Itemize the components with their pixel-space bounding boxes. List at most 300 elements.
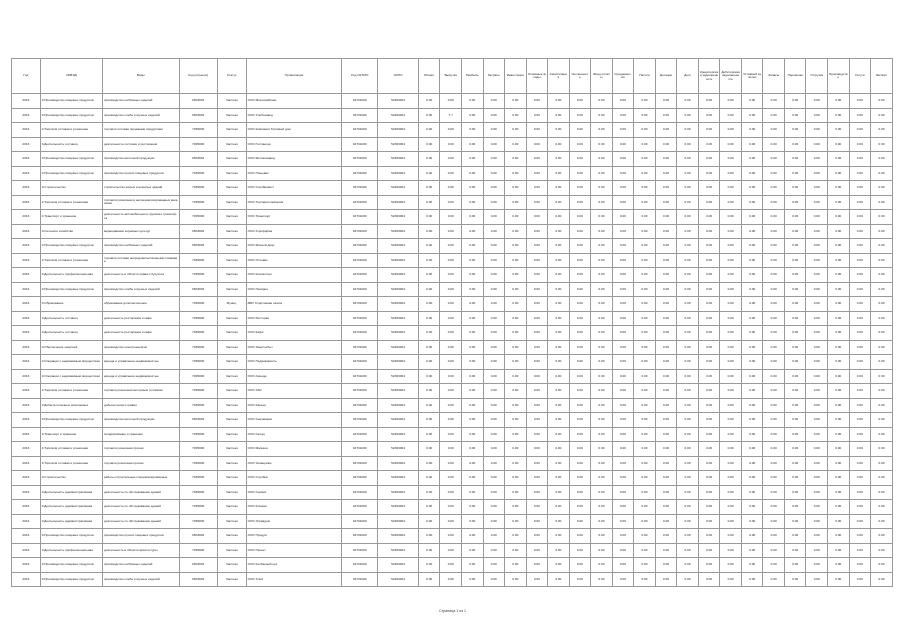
table-cell: 0.00	[440, 253, 462, 268]
table-cell: 0.00	[569, 108, 591, 123]
table-cell: 0.00	[505, 471, 527, 486]
table-cell: 52303004	[378, 442, 419, 457]
table-row	[12, 166, 893, 181]
table-cell: 0.00	[806, 195, 828, 210]
table-cell: 04701000	[342, 413, 378, 428]
table-cell: 0.00	[784, 297, 806, 312]
table-cell: 0.00	[634, 529, 656, 544]
table-cell: 0.00	[741, 485, 763, 500]
column-header: Долг	[677, 59, 699, 94]
table-cell: 0.00	[612, 456, 634, 471]
table-cell: 7035000	[179, 340, 217, 355]
table-row	[12, 413, 893, 428]
table-cell: 0.00	[612, 355, 634, 370]
table-cell: 0.00	[698, 123, 720, 138]
table-cell: 0.00	[483, 558, 505, 573]
table-cell: 0.00	[634, 297, 656, 312]
table-cell: 0.00	[677, 311, 699, 326]
table-cell: 0.00	[591, 326, 613, 341]
table-cell: 0.00	[483, 297, 505, 312]
table-cell: 0.00	[634, 514, 656, 529]
table-cell: 0.00	[655, 326, 677, 341]
table-cell: ООО Недвижимость	[246, 355, 342, 370]
table-cell: 0.00	[505, 311, 527, 326]
table-cell: 0.00	[763, 529, 785, 544]
table-cell: 0.00	[418, 210, 440, 225]
table-cell: 0.00	[806, 471, 828, 486]
table-cell: 0.00	[698, 297, 720, 312]
table-cell: 0.00	[806, 326, 828, 341]
table-cell: 0.00	[440, 398, 462, 413]
table-cell: 0.00	[677, 108, 699, 123]
table-cell: 0.Деятельность административная	[40, 485, 102, 500]
table-cell: 0.Операции с недвижимым имуществом	[40, 369, 102, 384]
table-cell: 0.00	[828, 485, 850, 500]
table-cell: 0.00	[698, 268, 720, 283]
table-cell: 0.00	[505, 195, 527, 210]
table-cell: 0.00	[655, 572, 677, 587]
table-cell: 7035000	[179, 166, 217, 181]
table-cell: 0.00	[526, 326, 548, 341]
column-header: Амортизация	[548, 59, 570, 94]
table-cell: 0.00	[763, 427, 785, 442]
table-cell: Частная	[217, 572, 246, 587]
table-cell: 0.00	[634, 485, 656, 500]
table-cell: 0.00	[591, 456, 613, 471]
table-cell: 52303004	[378, 398, 419, 413]
table-cell: 0.00	[591, 427, 613, 442]
table-cell: 52303004	[378, 427, 419, 442]
table-cell: 0.00	[483, 471, 505, 486]
table-row	[12, 224, 893, 239]
table-cell: производство электроэнергии	[102, 340, 179, 355]
table-cell: 0.00	[505, 224, 527, 239]
table-cell: 04701000	[342, 442, 378, 457]
table-cell: 0.00	[720, 427, 742, 442]
table-cell: 0.00	[569, 123, 591, 138]
table-cell: 0.00	[526, 123, 548, 138]
table-cell: 0.00	[440, 355, 462, 370]
table-cell: 0.00	[849, 268, 871, 283]
table-cell: 0.00	[483, 224, 505, 239]
table-cell: Частная	[217, 123, 246, 138]
table-cell: ООО Оптовик	[246, 253, 342, 268]
table-cell: 0.00	[741, 268, 763, 283]
table-cell: 7035000	[179, 268, 217, 283]
table-cell: ООО Клининг	[246, 500, 342, 515]
table-cell: 0.00	[720, 282, 742, 297]
column-header: Кредиторская задолженность	[698, 59, 720, 94]
table-cell: 0.00	[461, 166, 483, 181]
table-cell: 0.00	[634, 282, 656, 297]
table-cell: 0.00	[548, 442, 570, 457]
table-cell: 0.00	[505, 514, 527, 529]
table-cell: 0.00	[505, 355, 527, 370]
table-cell: 2016	[12, 311, 41, 326]
table-cell: 0.00	[461, 224, 483, 239]
table-cell: ООО Магазин	[246, 442, 342, 457]
table-cell: 0.00	[871, 94, 893, 109]
table-cell: 0.00	[655, 427, 677, 442]
table-cell: ООО Компания Торговый дом	[246, 123, 342, 138]
table-cell: 0.00	[505, 456, 527, 471]
table-cell: 0.00	[806, 340, 828, 355]
table-cell: 0.00	[698, 181, 720, 196]
table-cell: 0.00	[461, 108, 483, 123]
table-cell: 0.00	[634, 166, 656, 181]
table-cell: 0.00	[784, 166, 806, 181]
table-cell: 0.00	[741, 282, 763, 297]
table-cell: 0.00	[634, 500, 656, 515]
table-cell: 52303004	[378, 108, 419, 123]
table-cell: 0.Торговля оптовая и розничная	[40, 456, 102, 471]
table-cell: 0.00	[483, 572, 505, 587]
table-cell: 0.00	[720, 268, 742, 283]
table-cell: 0.00	[461, 427, 483, 442]
table-cell: 0.00	[806, 311, 828, 326]
table-cell: 52303004	[378, 340, 419, 355]
table-cell: производство хлеба и мучных изделий	[102, 572, 179, 587]
table-cell: ООО Мясокомбинат	[246, 94, 342, 109]
table-cell: 0.00	[418, 456, 440, 471]
table-cell: 0.00	[548, 456, 570, 471]
table-cell: ООО Универсам	[246, 456, 342, 471]
table-cell: 0.00	[483, 152, 505, 167]
table-cell: 0.00	[440, 485, 462, 500]
table-cell: 0.00	[418, 282, 440, 297]
table-cell: 0.00	[720, 456, 742, 471]
table-cell: 0.00	[698, 413, 720, 428]
table-cell: 0.00	[612, 384, 634, 399]
column-header: Прибыль	[461, 59, 483, 94]
table-cell: 0.00	[806, 572, 828, 587]
table-cell: 52303004	[378, 94, 419, 109]
table-row	[12, 195, 893, 210]
table-cell: 0.00	[655, 297, 677, 312]
table-cell: 0.00	[505, 384, 527, 399]
table-cell: 0.00	[741, 311, 763, 326]
table-cell: 0.00	[418, 181, 440, 196]
table-cell: 0.00	[461, 94, 483, 109]
table-cell: 52303004	[378, 297, 419, 312]
table-cell: 0.00	[806, 442, 828, 457]
table-cell: 0.00	[784, 268, 806, 283]
table-cell: 0.00	[871, 326, 893, 341]
table-cell: 0.00	[763, 355, 785, 370]
table-cell: 0.00	[548, 297, 570, 312]
table-cell: выращивание зерновых культур	[102, 224, 179, 239]
table-cell: 0.00	[483, 427, 505, 442]
table-cell: 0.00	[871, 514, 893, 529]
table-cell: 0.00	[677, 253, 699, 268]
table-cell: 04701000	[342, 427, 378, 442]
table-cell: 0.00	[763, 152, 785, 167]
column-header: Основные фонды	[526, 59, 548, 94]
table-cell: 0.00	[569, 572, 591, 587]
table-cell: ООО Продукт	[246, 529, 342, 544]
table-cell: 0.00	[548, 166, 570, 181]
table-cell: 04701000	[342, 384, 378, 399]
table-cell: 0.00	[418, 152, 440, 167]
table-cell: 0.00	[505, 500, 527, 515]
table-cell: 7035000	[179, 398, 217, 413]
table-cell: 0.00	[720, 558, 742, 573]
table-cell: ООО Хлебозавод	[246, 108, 342, 123]
table-cell: 0.00	[871, 500, 893, 515]
table-cell: 0.00	[526, 268, 548, 283]
table-cell: 52303004	[378, 166, 419, 181]
table-cell: 0.00	[677, 369, 699, 384]
column-header: Экспорт	[871, 59, 893, 94]
table-cell: 0.00	[591, 543, 613, 558]
table-cell: 0.00	[591, 152, 613, 167]
table-cell: 0.00	[698, 442, 720, 457]
table-row	[12, 384, 893, 399]
table-row	[12, 398, 893, 413]
table-cell: 0.00	[849, 195, 871, 210]
table-cell: 0.00	[461, 471, 483, 486]
table-cell: 52303004	[378, 514, 419, 529]
table-cell: Частная	[217, 239, 246, 254]
table-row	[12, 311, 893, 326]
table-cell: торговля оптовая пищевыми продуктами	[102, 123, 179, 138]
table-cell: 0.00	[612, 224, 634, 239]
table-cell: 0.00	[569, 427, 591, 442]
table-cell: 0.00	[784, 311, 806, 326]
table-cell: 0.00	[591, 529, 613, 544]
table-cell: 0.00	[677, 398, 699, 413]
table-cell: 0.00	[741, 369, 763, 384]
table-cell: 52303004	[378, 311, 419, 326]
table-cell: 0.00	[505, 442, 527, 457]
table-cell: 04701000	[342, 282, 378, 297]
table-cell: 0.00	[548, 181, 570, 196]
table-cell: 0.00	[677, 427, 699, 442]
table-cell: 0.00	[634, 543, 656, 558]
table-cell: 0.00	[849, 108, 871, 123]
table-cell: 0.Добыча полезных ископаемых	[40, 398, 102, 413]
table-cell: 0.00	[418, 442, 440, 457]
table-cell: 0.00	[763, 282, 785, 297]
table-cell: 0.00	[655, 500, 677, 515]
table-cell: 0.00	[720, 210, 742, 225]
table-row	[12, 572, 893, 587]
table-cell: 2016	[12, 108, 41, 123]
column-header: ОКПО	[378, 59, 419, 94]
table-cell: 0.00	[828, 514, 850, 529]
table-cell: 2016	[12, 239, 41, 254]
table-cell: 0.Строительство	[40, 181, 102, 196]
table-cell: 0.00	[655, 108, 677, 123]
table-cell: 0.00	[461, 384, 483, 399]
table-cell: 0.00	[548, 239, 570, 254]
table-cell: 0.00	[612, 340, 634, 355]
table-cell: 7035000	[179, 543, 217, 558]
table-cell: ООО Ресторан	[246, 311, 342, 326]
table-cell: 04701000	[342, 558, 378, 573]
table-cell: 0.00	[763, 471, 785, 486]
table-cell: Муниц.	[217, 297, 246, 312]
table-cell: 7035000	[179, 500, 217, 515]
table-cell: 04701000	[342, 529, 378, 544]
table-cell: 0.00	[763, 195, 785, 210]
table-cell: 0.00	[505, 253, 527, 268]
table-cell: 0.00	[741, 239, 763, 254]
table-cell: ООО Склад	[246, 427, 342, 442]
table-cell: 0.00	[871, 398, 893, 413]
table-cell: производство прочих пищевых продуктов	[102, 166, 179, 181]
table-cell: 0.00	[720, 297, 742, 312]
table-cell: 0.Торговля оптовая и розничная	[40, 123, 102, 138]
table-cell: 0.00	[548, 224, 570, 239]
table-cell: 0.00	[784, 369, 806, 384]
table-cell: 0.00	[871, 355, 893, 370]
table-cell: 0.00	[806, 485, 828, 500]
table-cell: 0.00	[591, 369, 613, 384]
table-cell: 0.00	[461, 413, 483, 428]
table-cell: 0.00	[849, 398, 871, 413]
table-cell: 0.00	[871, 253, 893, 268]
table-cell: 0.00	[784, 543, 806, 558]
table-cell: 0.00	[483, 543, 505, 558]
table-cell: 0.00	[698, 137, 720, 152]
table-cell: 0.00	[828, 543, 850, 558]
table-cell: 0.00	[720, 500, 742, 515]
table-cell: 0.00	[634, 253, 656, 268]
table-cell: 0.00	[612, 239, 634, 254]
table-cell: 2016	[12, 137, 41, 152]
table-cell: 2016	[12, 355, 41, 370]
table-cell: 0.00	[741, 398, 763, 413]
table-cell: 0.00	[698, 398, 720, 413]
table-cell: 0.00	[569, 456, 591, 471]
table-cell: 0.00	[741, 152, 763, 167]
table-cell: 0.00	[763, 137, 785, 152]
table-cell: 0.00	[418, 413, 440, 428]
table-cell: 0.00	[461, 181, 483, 196]
table-cell: 0.00	[871, 239, 893, 254]
table-cell: ООО Сыроварня	[246, 413, 342, 428]
table-cell: 0.00	[418, 398, 440, 413]
table-cell: ООО Консалтинг	[246, 268, 342, 283]
table-cell: торговля оптовая непродовольственными товарами	[102, 253, 179, 268]
table-row	[12, 282, 893, 297]
table-cell: 0.00	[612, 485, 634, 500]
table-cell: 0.00	[418, 543, 440, 558]
table-cell: 0.00	[828, 311, 850, 326]
table-row	[12, 239, 893, 254]
table-cell: 52303004	[378, 326, 419, 341]
column-header: Среднемес. з/п	[612, 59, 634, 94]
table-cell: ООО АЗС	[246, 384, 342, 399]
table-cell: 0.00	[591, 340, 613, 355]
table-cell: 0.00	[828, 268, 850, 283]
table-cell: 0.00	[763, 442, 785, 457]
table-cell: Частная	[217, 326, 246, 341]
table-row	[12, 253, 893, 268]
table-cell: 0.00	[505, 123, 527, 138]
table-cell: 0.00	[461, 253, 483, 268]
table-cell: 0.00	[634, 471, 656, 486]
table-cell: 0.00	[569, 398, 591, 413]
table-cell: 0.00	[763, 558, 785, 573]
table-cell: 0.00	[849, 326, 871, 341]
table-cell: 0.00	[849, 456, 871, 471]
table-cell: 0.00	[871, 108, 893, 123]
table-cell: 0.00	[655, 456, 677, 471]
table-cell: 0.00	[849, 500, 871, 515]
table-cell: 0.00	[784, 195, 806, 210]
table-cell: 0.00	[655, 471, 677, 486]
table-cell: 0.00	[806, 137, 828, 152]
table-cell: 0.00	[720, 384, 742, 399]
table-cell: 2016	[12, 282, 41, 297]
table-cell: 0.00	[591, 558, 613, 573]
table-cell: 0.00	[698, 543, 720, 558]
table-cell: 0.00	[655, 123, 677, 138]
table-cell: 0.00	[483, 485, 505, 500]
table-cell: деятельность в области архитектуры	[102, 543, 179, 558]
table-cell: 0.00	[806, 108, 828, 123]
table-cell: 0.00	[634, 224, 656, 239]
table-cell: ООО Транспорт	[246, 210, 342, 225]
table-cell: 0.00	[655, 442, 677, 457]
table-cell: строительство жилых и нежилых зданий	[102, 181, 179, 196]
table-cell: 0.00	[526, 413, 548, 428]
table-cell: 0.00	[483, 413, 505, 428]
column-header: Запасы	[763, 59, 785, 94]
table-row	[12, 369, 893, 384]
table-cell: 0.00	[720, 108, 742, 123]
table-cell: 0.00	[849, 311, 871, 326]
table-cell: 0.00	[591, 224, 613, 239]
table-cell: 0.00	[828, 282, 850, 297]
table-cell: 0.00	[828, 108, 850, 123]
table-cell: 0.00	[591, 500, 613, 515]
table-cell: 0503002	[179, 224, 217, 239]
table-cell: 0.00	[763, 326, 785, 341]
table-cell: 0.00	[871, 384, 893, 399]
table-cell: 0.00	[871, 181, 893, 196]
column-header: Инвестиции	[505, 59, 527, 94]
table-cell: 0.00	[655, 311, 677, 326]
table-cell: 0.00	[634, 558, 656, 573]
table-cell: 0.00	[440, 340, 462, 355]
table-cell: 52303004	[378, 181, 419, 196]
table-cell: 04701000	[342, 500, 378, 515]
table-cell: 0.00	[763, 210, 785, 225]
table-cell: 2016	[12, 529, 41, 544]
table-cell: производство хлеба и мучных изделий	[102, 282, 179, 297]
table-cell: 0.00	[591, 471, 613, 486]
table-cell: 2016	[12, 340, 41, 355]
table-cell: 0.00	[849, 224, 871, 239]
table-cell: 0.00	[784, 94, 806, 109]
table-cell: 0.00	[591, 572, 613, 587]
table-cell: 0.00	[461, 268, 483, 283]
table-row	[12, 297, 893, 312]
column-header: Год	[12, 59, 41, 94]
table-cell: 0.00	[569, 340, 591, 355]
table-cell: 0.00	[828, 529, 850, 544]
table-cell: 0.00	[440, 268, 462, 283]
table-cell: 0.00	[849, 369, 871, 384]
table-row	[12, 442, 893, 457]
table-cell: 0.00	[548, 340, 570, 355]
table-cell: 0.00	[505, 485, 527, 500]
table-cell: 0.00	[720, 572, 742, 587]
table-cell: деятельность ресторанов и кафе	[102, 311, 179, 326]
